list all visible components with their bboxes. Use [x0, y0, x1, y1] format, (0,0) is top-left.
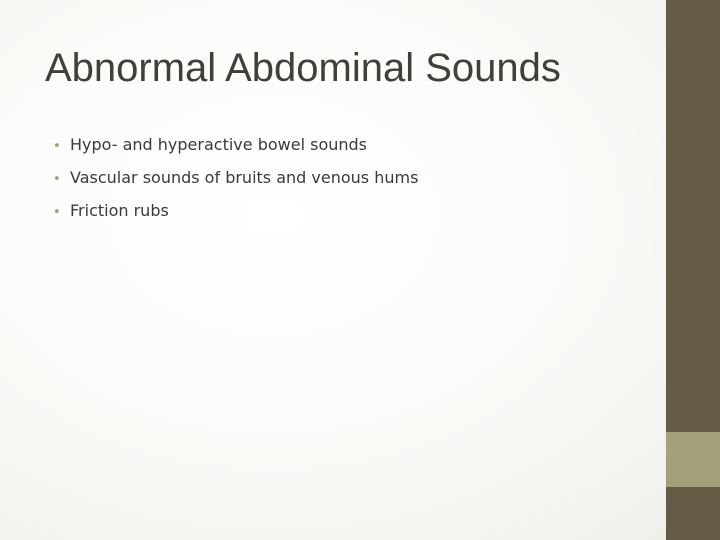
bullet-marker: •: [53, 139, 61, 154]
bullet-text: Friction rubs: [70, 201, 169, 220]
bullet-text: Vascular sounds of bruits and venous hums: [70, 168, 419, 187]
side-decor-accent: [666, 432, 720, 487]
slide-title: Abnormal Abdominal Sounds: [45, 46, 561, 90]
bullet-text: Hypo- and hyperactive bowel sounds: [70, 135, 367, 154]
bullet-list: [53, 128, 418, 227]
bullet-item: [53, 128, 418, 161]
bullet-marker: •: [53, 172, 61, 187]
bullet-item: [53, 194, 418, 227]
bullet-marker: •: [53, 205, 61, 220]
bullet-item: [53, 161, 418, 194]
